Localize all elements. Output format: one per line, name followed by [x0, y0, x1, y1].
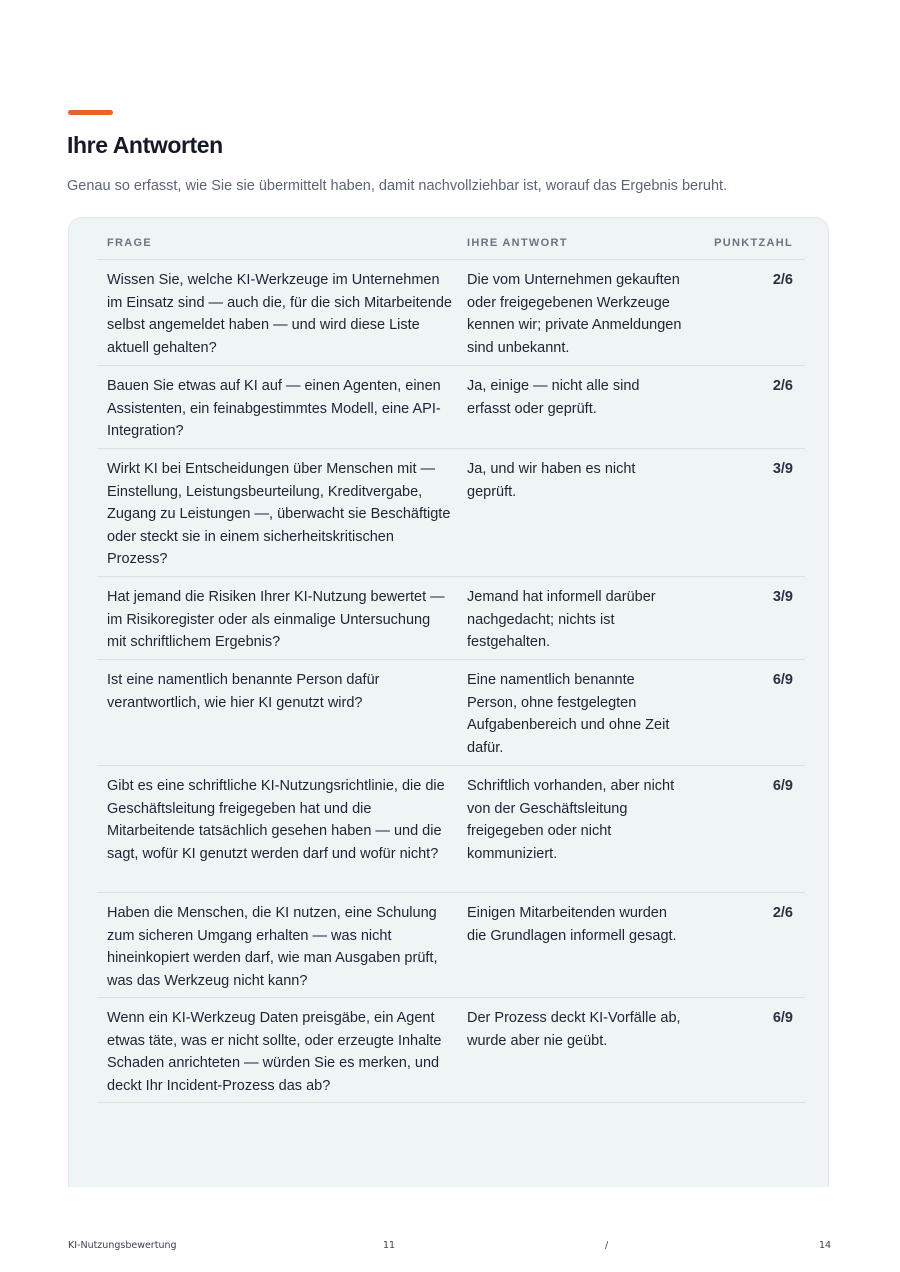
table-row: [97, 893, 805, 998]
table-row: [97, 766, 805, 893]
table-row: [97, 577, 805, 660]
question-cell: Ist eine namentlich benannte Person dafür verantwortlich, wie hier KI genutzt wird?: [107, 672, 380, 711]
table-row: [97, 998, 805, 1103]
column-header-question: FRAGE: [107, 237, 152, 249]
question-cell: Wirkt KI bei Entscheidungen über Menschen mit — Einstellung, Leistungsbeurteilung, Kreditvergabe, Zugang zu Leistungen —, überwacht sie Beschäftigte oder steckt sie in einem sicherheitskritischen Prozess?: [107, 461, 451, 568]
table-row: [97, 449, 805, 577]
score-cell: 6/9: [772, 778, 793, 794]
question-cell: Haben die Menschen, die KI nutzen, eine Schulung zum sicheren Umgang erhalten — was nicht hineinkopiert werden darf, wie man Ausgaben prüft, was das Werkzeug nicht kann?: [107, 905, 438, 989]
column-header-answer: IHRE ANTWORT: [467, 237, 568, 249]
score-cell: 2/6: [772, 905, 793, 921]
question-cell: Gibt es eine schriftliche KI-Nutzungsrichtlinie, die die Geschäftsleitung freigegeben hat und die Mitarbeitende tatsächlich gesehen haben — und die sagt, wofür KI genutzt werden darf und wofür nicht?: [107, 778, 445, 862]
footer-document-name: KI-Nutzungsbewertung: [68, 1240, 177, 1251]
answer-cell: Ja, einige — nicht alle sind erfasst oder geprüft.: [467, 378, 640, 417]
answer-cell: Ja, und wir haben es nicht geprüft.: [467, 461, 636, 500]
question-cell: Bauen Sie etwas auf KI auf — einen Agenten, einen Assistenten, ein feinabgestimmtes Modell, eine API-Integration?: [107, 378, 441, 440]
column-header-score: PUNKTZAHL: [714, 237, 793, 249]
score-cell: 3/9: [772, 461, 793, 477]
accent-bar: [68, 110, 113, 115]
score-cell: 3/9: [772, 589, 793, 605]
answer-cell: Einigen Mitarbeitenden wurden die Grundlagen informell gesagt.: [467, 905, 677, 944]
answer-cell: Der Prozess deckt KI-Vorfälle ab, wurde aber nie geübt.: [467, 1010, 681, 1049]
score-cell: 2/6: [772, 378, 793, 394]
table-row: [97, 660, 805, 766]
table-row: [97, 366, 805, 449]
table-header: [97, 218, 805, 260]
score-cell: 6/9: [772, 1010, 793, 1026]
footer-page-current: 11: [383, 1240, 396, 1251]
question-cell: Hat jemand die Risiken Ihrer KI-Nutzung bewertet — im Risikoregister oder als einmalige Untersuchung mit schriftlichem Ergebnis?: [107, 589, 445, 651]
answers-table: [97, 218, 805, 1103]
page-subtitle: Genau so erfasst, wie Sie sie übermittelt haben, damit nachvollziehbar ist, worauf das Ergebnis beruht.: [67, 178, 728, 194]
answer-cell: Die vom Unternehmen gekauften oder freigegebenen Werkzeuge kennen wir; private Anmeldungen sind unbekannt.: [467, 272, 682, 356]
footer-page-separator: /: [605, 1240, 609, 1251]
answers-card: [68, 217, 829, 1187]
score-cell: 2/6: [772, 272, 793, 288]
answer-cell: Jemand hat informell darüber nachgedacht; nichts ist festgehalten.: [467, 589, 656, 651]
answer-cell: Schriftlich vorhanden, aber nicht von der Geschäftsleitung freigegeben oder nicht kommuniziert.: [467, 778, 675, 862]
page-title: Ihre Antworten: [67, 132, 223, 158]
score-cell: 6/9: [772, 672, 793, 688]
question-cell: Wenn ein KI-Werkzeug Daten preisgäbe, ein Agent etwas täte, was er nicht sollte, oder erzeugte Inhalte Schaden anrichteten — würden Sie es merken, und deckt Ihr Incident-Prozess das ab?: [107, 1010, 442, 1094]
footer-page-total: 14: [819, 1240, 832, 1251]
table-row: [97, 260, 805, 366]
question-cell: Wissen Sie, welche KI-Werkzeuge im Unternehmen im Einsatz sind — auch die, für die sich Mitarbeitende selbst angemeldet haben — und wird diese Liste aktuell gehalten?: [107, 272, 452, 356]
answer-cell: Eine namentlich benannte Person, ohne festgelegten Aufgabenbereich und ohne Zeit dafür.: [467, 672, 670, 756]
